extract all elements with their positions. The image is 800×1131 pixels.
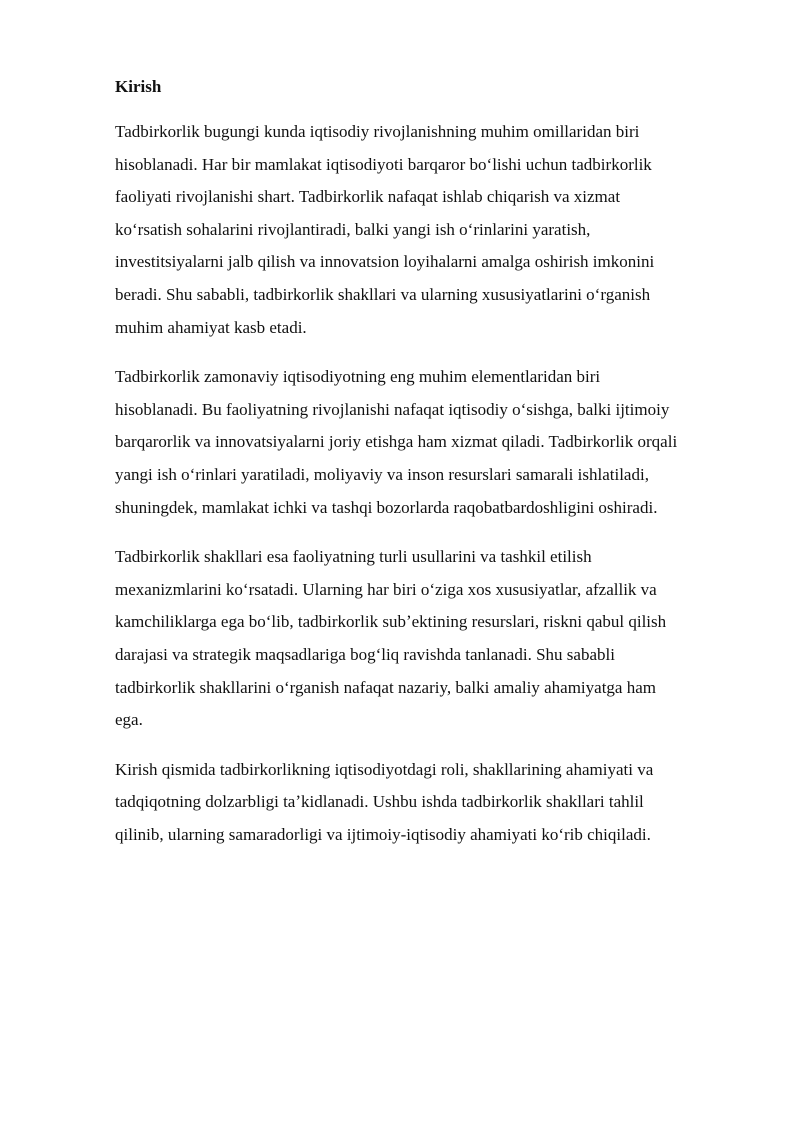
- text-line: yangi ish oʻrinlari yaratiladi, moliyaviy va inson resurslari samarali ishlatiladi,: [115, 464, 649, 484]
- text-line: koʻrsatish sohalarini rivojlantiradi, balki yangi ish oʻrinlarini yaratish,: [115, 219, 591, 239]
- document-body: [115, 74, 745, 868]
- text-line: Tadbirkorlik shakllari esa faoliyatning turli usullarini va tashkil etilish: [115, 547, 592, 567]
- text-line: muhim ahamiyat kasb etadi.: [115, 317, 307, 337]
- paragraph-4: [115, 754, 745, 852]
- text-line: beradi. Shu sababli, tadbirkorlik shakllari va ularning xususiyatlarini oʻrganish: [115, 284, 651, 304]
- text-line: Kirish qismida tadbirkorlikning iqtisodiyotdagi roli, shakllarining ahamiyati va: [115, 759, 654, 779]
- text-line: shuningdek, mamlakat ichki va tashqi bozorlarda raqobatbardoshligini oshiradi.: [115, 497, 658, 517]
- text-line: hisoblanadi. Har bir mamlakat iqtisodiyoti barqaror boʻlishi uchun tadbirkorlik: [115, 154, 652, 174]
- text-line: faoliyati rivojlanishi shart. Tadbirkorlik nafaqat ishlab chiqarish va xizmat: [115, 187, 621, 207]
- text-line: investitsiyalarni jalb qilish va innovatsion loyihalarni amalga oshirish imkonini: [115, 252, 655, 272]
- text-line: kamchiliklarga ega boʻlib, tadbirkorlik subʼektining resurslari, riskni qabul qilish: [115, 612, 667, 632]
- text-line: Tadbirkorlik zamonaviy iqtisodiyotning eng muhim elementlaridan biri: [115, 367, 601, 387]
- text-line: ega.: [115, 710, 143, 730]
- text-line: darajasi va strategik maqsadlariga bogʻliq ravishda tanlanadi. Shu sababli: [115, 644, 615, 664]
- text-line: Tadbirkorlik bugungi kunda iqtisodiy rivojlanishning muhim omillaridan biri: [115, 122, 640, 141]
- paragraph-3: [115, 541, 745, 737]
- section-heading: Kirish: [115, 77, 162, 96]
- paragraph-1: [115, 116, 745, 344]
- text-line: mexanizmlarini koʻrsatadi. Ularning har biri oʻziga xos xususiyatlar, afzallik va: [115, 579, 657, 599]
- paragraph-2: [115, 361, 745, 524]
- text-line: hisoblanadi. Bu faoliyatning rivojlanishi nafaqat iqtisodiy oʻsishga, balki ijtimoiy: [115, 399, 670, 419]
- text-line: tadbirkorlik shakllarini oʻrganish nafaqat nazariy, balki amaliy ahamiyatga ham: [115, 677, 656, 697]
- text-line: qilinib, ularning samaradorligi va ijtimoiy-iqtisodiy ahamiyati koʻrib chiqiladi.: [115, 824, 651, 844]
- text-line: tadqiqotning dolzarbligi taʼkidlanadi. Ushbu ishda tadbirkorlik shakllari tahlil: [115, 792, 644, 812]
- text-line: barqarorlik va innovatsiyalarni joriy etishga ham xizmat qiladi. Tadbirkorlik orqali: [115, 432, 678, 452]
